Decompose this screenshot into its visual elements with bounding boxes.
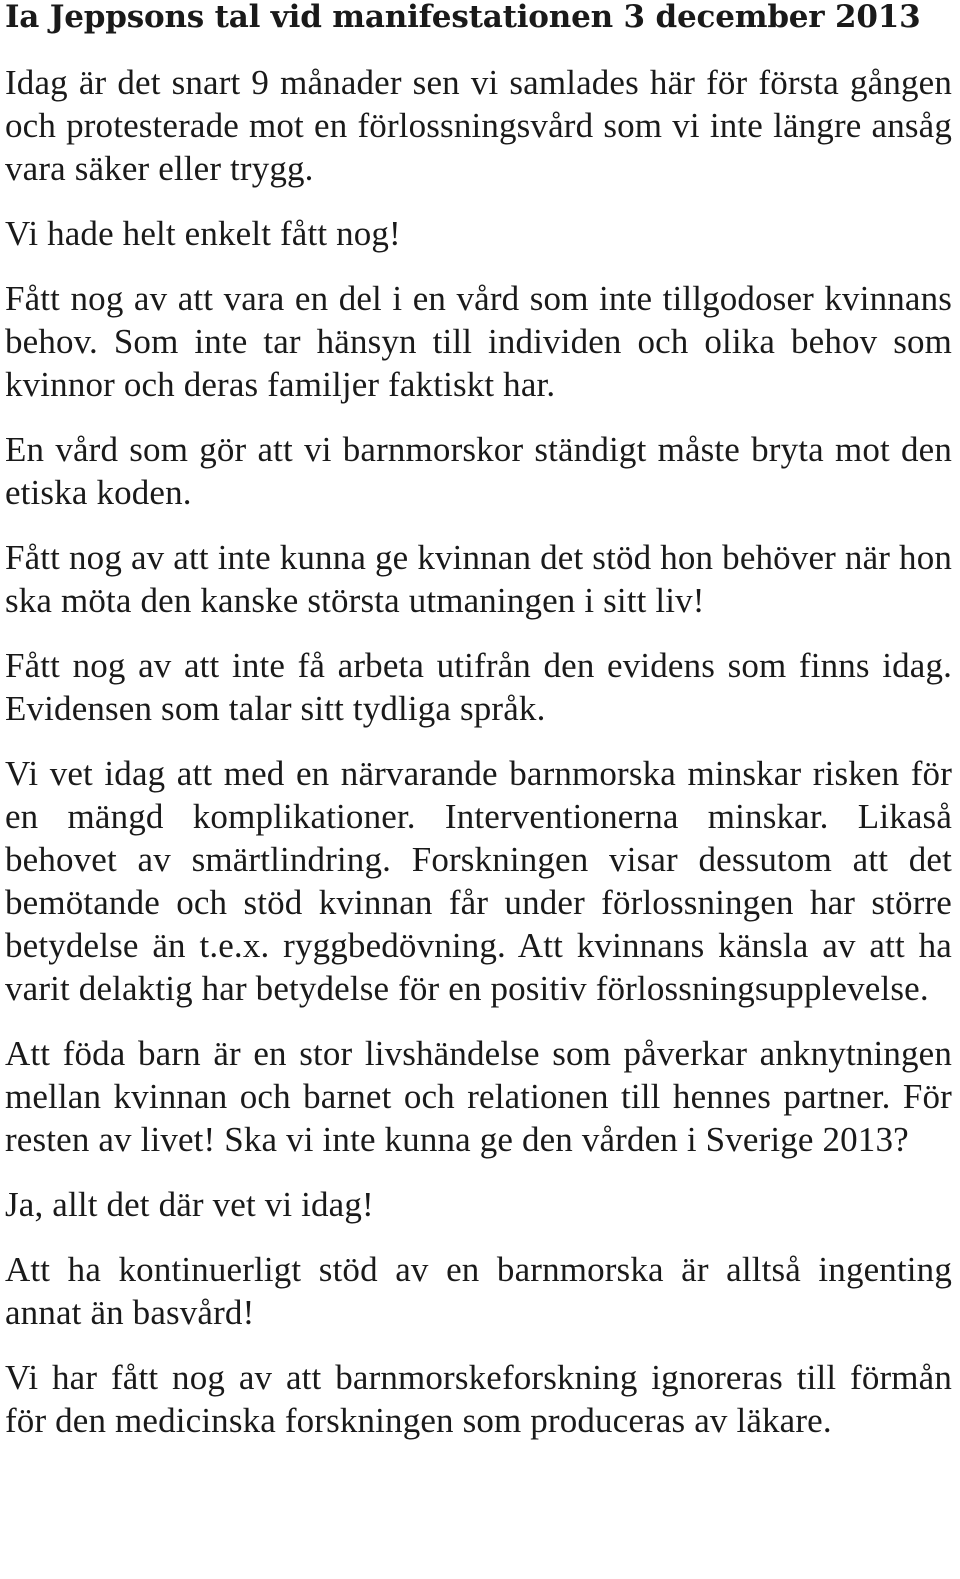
paragraph: Vi vet idag att med en närvarande barnmorska minskar risken för en mängd komplikationer. Interventionerna minskar. Likaså behovet av smärtlindring. Forskningen visar dessutom att det bemötande och stöd kvinnan får under förlossningen har större betydelse än t.e.x. ryggbedövning. Att kvinnans känsla av att ha varit delaktig har betydelse för en positiv förlossningsupplevelse.	[5, 754, 952, 1008]
paragraph: Fått nog av att inte kunna ge kvinnan det stöd hon behöver när hon ska möta den kanske största utmaningen i sitt liv!	[5, 538, 952, 620]
paragraph: Idag är det snart 9 månader sen vi samlades här för första gången och protesterade mot en förlossningsvård som vi inte längre ansåg vara säker eller trygg.	[5, 63, 952, 188]
paragraph: Att ha kontinuerligt stöd av en barnmorska är alltså ingenting annat än basvård!	[5, 1250, 952, 1332]
paragraph: En vård som gör att vi barnmorskor ständigt måste bryta mot den etiska koden.	[5, 430, 952, 512]
paragraph: Ja, allt det där vet vi idag!	[5, 1185, 374, 1224]
paragraph: Vi har fått nog av att barnmorskeforskning ignoreras till förmån för den medicinska forskningen som produceras av läkare.	[5, 1358, 952, 1440]
paragraph: Vi hade helt enkelt fått nog!	[5, 214, 401, 253]
paragraph: Att föda barn är en stor livshändelse som påverkar anknytningen mellan kvinnan och barnet och relationen till hennes partner. För resten av livet! Ska vi inte kunna ge den vården i Sverige 2013?	[5, 1034, 952, 1159]
paragraph: Fått nog av att inte få arbeta utifrån den evidens som finns idag. Evidensen som talar sitt tydliga språk.	[5, 646, 952, 728]
document-title: Ia Jeppsons tal vid manifestationen 3 december 2013	[5, 0, 921, 35]
document-page	[5, 0, 952, 1442]
paragraph: Fått nog av att vara en del i en vård som inte tillgodoser kvinnans behov. Som inte tar hänsyn till individen och olika behov som kvinnor och deras familjer faktiskt har.	[5, 279, 952, 404]
